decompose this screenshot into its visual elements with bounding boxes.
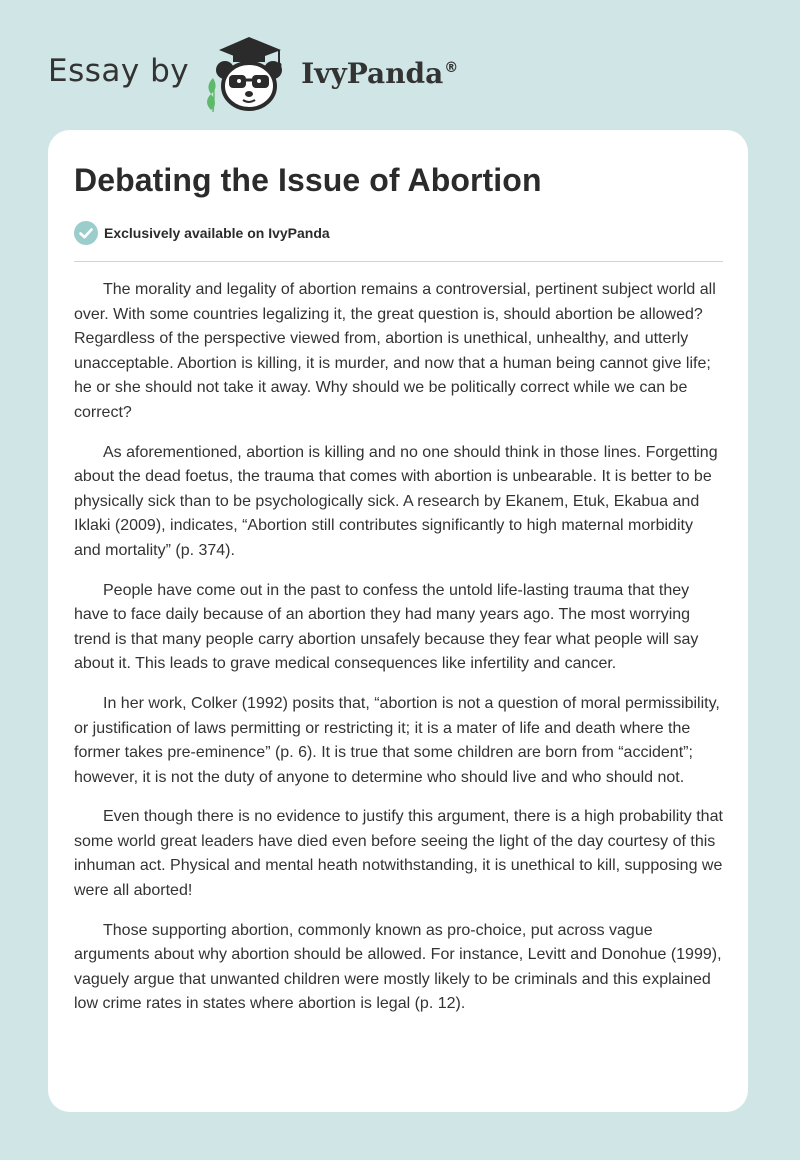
exclusive-badge-label: Exclusively available on IvyPanda: [104, 225, 330, 241]
exclusive-badge: [74, 221, 330, 245]
paragraph: Even though there is no evidence to justify this argument, there is a high probability that some world great leaders have died even before seeing the light of the day courtesy of this inhuman act. Physical and mental heath notwithstanding, it is unethical to kill, supposing we were all aborted!: [74, 808, 723, 900]
checkmark-circle-icon: [74, 221, 98, 245]
essay-body: [74, 278, 724, 1032]
paragraph: As aforementioned, abortion is killing and no one should think in those lines. Forgetting about the dead foetus, the trauma that comes with abortion is unbearable. It is better to be physically sick than to be psychologically sick. A research by Ekanem, Etuk, Ekabua and Iklaki (2009), indicates, “Abortion still contributes significantly to high maternal morbidity and mortality” (p. 374).: [74, 443, 718, 559]
panda-graduation-cap-icon[interactable]: [203, 34, 295, 114]
brand-header: [48, 34, 458, 114]
paragraph: The morality and legality of abortion remains a controversial, pertinent subject world all over. With some countries legalizing it, the great question is, should abortion be allowed? Regardless of the perspective viewed from, abortion is unethical, unhealthy, and utterly unacceptable. Abortion is killing, it is murder, and now that a human being cannot give life; he or she should not take it away. Why should we be politically correct while we can be correct?: [74, 281, 716, 421]
brand-name-text: IvyPanda: [301, 56, 444, 90]
brand-name[interactable]: [301, 57, 458, 90]
registered-mark: ®: [444, 60, 459, 77]
paragraph: People have come out in the past to confess the untold life-lasting trauma that they have to face daily because of an abortion they had many years ago. The most worrying trend is that many people carry abortion unsafely because they fear what people will say about it. This leads to grave medical consequences like infertility and cancer.: [74, 581, 699, 673]
paragraph: In her work, Colker (1992) posits that, “abortion is not a question of moral permissibility, or justification of laws permitting or restricting it; it is a mater of life and death where the former takes pre-eminence” (p. 6). It is true that some children are born from “accident”; however, it is not the duty of anyone to determine who should live and who should not.: [74, 694, 720, 786]
paragraph: Those supporting abortion, commonly known as pro-choice, put across vague arguments about why abortion should be allowed. For instance, Levitt and Donohue (1999), vaguely argue that unwanted children were mostly likely to be criminals and this explained low crime rates in states where abortion is legal (p. 12).: [74, 921, 722, 1013]
page-title: Debating the Issue of Abortion: [74, 162, 542, 198]
essay-card: [48, 130, 748, 1112]
brand-prefix: Essay by: [48, 53, 190, 89]
title-divider: [74, 261, 723, 262]
